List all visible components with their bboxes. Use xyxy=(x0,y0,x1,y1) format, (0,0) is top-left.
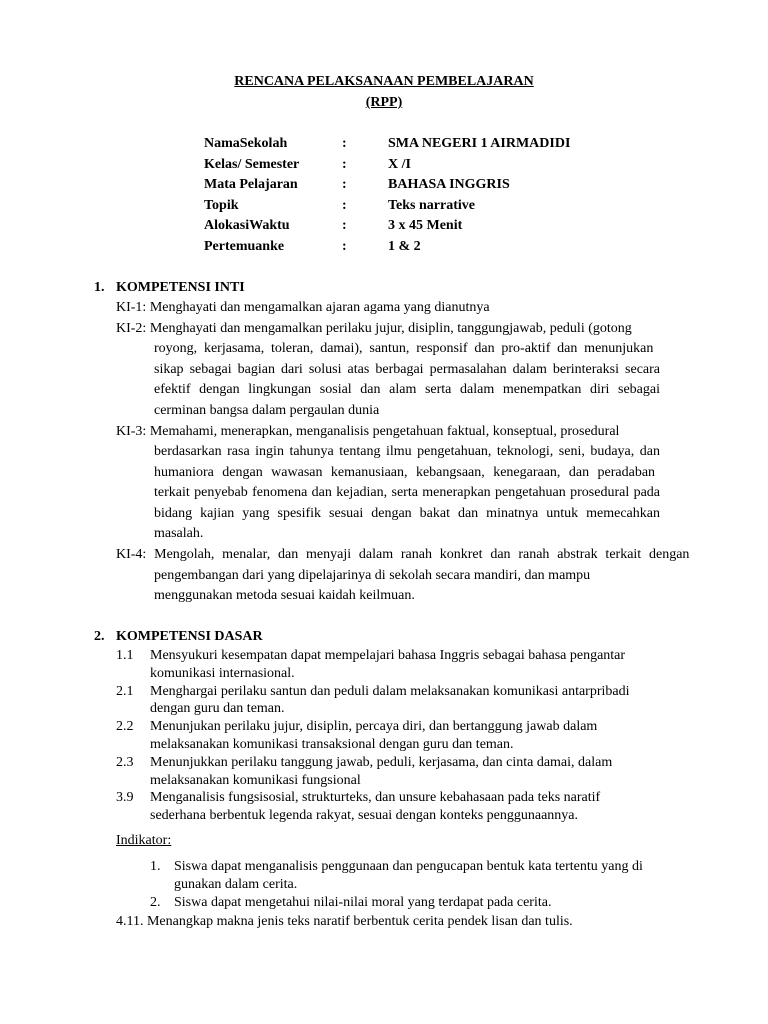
identity-colon: : xyxy=(342,177,347,192)
ki-3-line: KI-3: Memahami, menerapkan, menganalisis pengetahuan faktual, konseptual, prosedural xyxy=(116,423,620,439)
ki-3-line: masalah. xyxy=(154,526,204,542)
list-item xyxy=(116,647,676,683)
kd-text xyxy=(150,718,597,754)
ki-4-line: pengembangan dari yang dipelajarinya di sekolah secara mandiri, dan mampu xyxy=(154,567,591,583)
identity-label: Pertemuanke xyxy=(204,238,285,254)
identity-colon: : xyxy=(342,218,347,233)
list-item xyxy=(116,754,676,790)
kd-text xyxy=(150,789,600,825)
kd-line: Menunjukkan perilaku tanggung jawab, peduli, kerjasama, dan cinta damai, dalam xyxy=(150,754,613,770)
ki-2-line: sikap sebagai bagian dari solusi atas berbagai permasalahan dalam berinteraksi secara xyxy=(154,361,660,377)
section-number: 1. xyxy=(94,280,105,295)
identity-table xyxy=(204,134,570,257)
kd-line: komunikasi internasional. xyxy=(150,665,295,681)
kd-number: 2.3 xyxy=(116,754,134,770)
identity-label: Kelas/ Semester xyxy=(204,156,300,172)
ki-2-line: cerminan bangsa dalam pergaulan dunia xyxy=(154,402,380,418)
ki-4-block xyxy=(116,545,698,607)
document-subtitle: (RPP) xyxy=(365,95,403,110)
list-item xyxy=(116,789,676,825)
identity-row xyxy=(204,216,570,237)
kd-4-11-line: 4.11. Menangkap makna jenis teks naratif berbentuk cerita pendek lisan dan tulis. xyxy=(116,914,573,929)
list-item xyxy=(150,858,710,894)
identity-row xyxy=(204,237,570,258)
kd-number: 2.2 xyxy=(116,719,134,735)
kd-line: dengan guru dan teman. xyxy=(150,701,285,717)
ki-2-line xyxy=(116,319,698,340)
identity-value: X /I xyxy=(388,156,411,172)
identity-row xyxy=(204,155,570,176)
identity-value: Teks narrative xyxy=(388,197,475,213)
ki-2-line-text: KI-2: Menghayati dan mengamalkan perilaku jujur, disiplin, tanggungjawab, peduli (gotong xyxy=(116,320,632,336)
identity-value: BAHASA INGGRIS xyxy=(388,177,510,192)
section-title: KOMPETENSI DASAR xyxy=(116,629,263,644)
kd-line: Menganalisis fungsisosial, strukturteks, dan unsure kebahasaan pada teks naratif xyxy=(150,790,601,806)
ki-3-line: humaniora dengan wawasan kemanusiaan, kebangsaan, kenegaraan, dan peradaban xyxy=(154,464,656,480)
identity-row xyxy=(204,175,570,196)
kd-line: sederhana berbentuk legenda rakyat, sesuai dengan konteks penggunaannya. xyxy=(150,808,579,824)
identity-value: 3 x 45 Menit xyxy=(388,218,463,233)
identity-label: AlokasiWaktu xyxy=(204,218,290,233)
ki-2-line: royong, kerjasama, toleran, damai), santun, responsif dan pro-aktif dan menunjukan xyxy=(154,341,654,357)
ki-4-line: KI-4: Mengolah, menalar, dan menyaji dalam ranah konkret dan ranah abstrak terkait dengan xyxy=(116,547,690,562)
ki-3-line: bidang kajian yang spesifik sesuai dengan bakat dan minatnya untuk memecahkan xyxy=(154,505,660,521)
indikator-line: Siswa dapat mengetahui nilai-nilai moral yang terdapat pada cerita. xyxy=(174,894,552,910)
kd-line: melaksanakan komunikasi fungsional xyxy=(150,772,361,788)
indikator-list xyxy=(150,858,710,911)
identity-colon: : xyxy=(342,136,347,151)
ki-1-line: KI-1: Menghayati dan mengamalkan ajaran agama yang dianutnya xyxy=(116,300,490,315)
identity-label: NamaSekolah xyxy=(204,136,288,151)
indikator-text xyxy=(174,858,643,894)
identity-row xyxy=(204,134,570,155)
section-heading-kompetensi-dasar xyxy=(94,627,263,647)
identity-value: SMA NEGERI 1 AIRMADIDI xyxy=(388,136,571,151)
kd-number: 1.1 xyxy=(116,648,134,663)
kd-text xyxy=(150,647,625,683)
indikator-number: 1. xyxy=(150,859,161,874)
section-title: KOMPETENSI INTI xyxy=(116,280,245,295)
ki-4-line: menggunakan metoda sesuai kaidah keilmuan. xyxy=(154,588,415,604)
list-item xyxy=(150,894,710,912)
kd-line: melaksanakan komunikasi transaksional dengan guru dan teman. xyxy=(150,736,514,752)
kd-text xyxy=(150,754,612,790)
indikator-line: Siswa dapat menganalisis penggunaan dan pengucapan bentuk kata tertentu yang di xyxy=(174,859,643,874)
identity-row xyxy=(204,196,570,217)
ki-3-line: terkait penyebab fenomena dan kejadian, serta menerapkan pengetahuan prosedural pada xyxy=(154,485,660,501)
kd-number: 3.9 xyxy=(116,790,134,806)
ki-3-block xyxy=(116,422,698,546)
indikator-number: 2. xyxy=(150,894,161,910)
indikator-heading: Indikator: xyxy=(116,833,172,848)
section-number: 2. xyxy=(94,629,105,644)
ki-2-block xyxy=(116,319,698,422)
document-title: RENCANA PELAKSANAAN PEMBELAJARAN xyxy=(234,74,534,89)
kd-line: Menunjukan perilaku jujur, disiplin, percaya diri, dan bertanggung jawab dalam xyxy=(150,719,598,735)
kd-text xyxy=(150,683,630,719)
identity-value: 1 & 2 xyxy=(388,238,421,254)
identity-colon: : xyxy=(342,156,347,172)
ki-1-block xyxy=(116,298,698,319)
list-item xyxy=(116,683,676,719)
identity-colon: : xyxy=(342,238,347,254)
ki-2-line: efektif dengan lingkungan sosial dan alam serta dalam menempatkan diri sebagai xyxy=(154,382,660,398)
identity-colon: : xyxy=(342,197,347,213)
kd-line: Mensyukuri kesempatan dapat mempelajari bahasa Inggris sebagai bahasa pengantar xyxy=(150,648,626,663)
indikator-text xyxy=(174,894,551,912)
section-heading-kompetensi-inti xyxy=(94,278,245,298)
identity-label: Mata Pelajaran xyxy=(204,177,298,192)
list-item xyxy=(116,718,676,754)
ki-3-line: berdasarkan rasa ingin tahunya tentang ilmu pengetahuan, teknologi, seni, budaya, dan xyxy=(154,444,660,460)
indikator-line: gunakan dalam cerita. xyxy=(174,876,298,892)
kd-line: Menghargai perilaku santun dan peduli dalam melaksanakan komunikasi antarpribadi xyxy=(150,683,630,699)
kd-number: 2.1 xyxy=(116,683,134,699)
identity-label: Topik xyxy=(204,197,239,213)
kd-list xyxy=(116,647,676,825)
